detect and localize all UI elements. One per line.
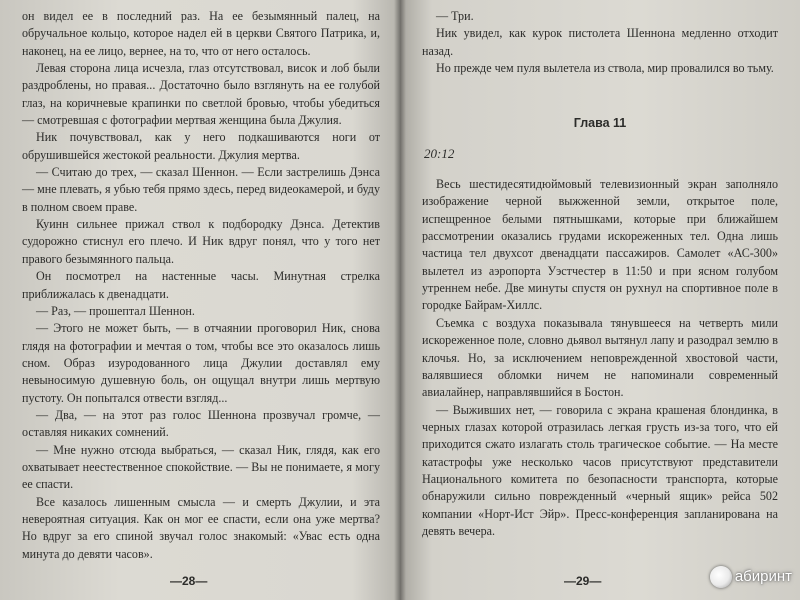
paragraph: Левая сторона лица исчезла, глаз отсутствовал, висок и лоб были раздроблены, но правая... Достаточно было взглянуть на ее голубой глаз, на коричневые крапинки по светлой бровью, чтобы убедиться — смотревшая с фотографии мертвая женщина была Джулия. (22, 61, 380, 128)
paragraph: — Три. (436, 9, 474, 23)
page-number: —28— (170, 573, 208, 588)
paragraph: — Раз, — прошептал Шеннон. (36, 303, 195, 318)
labyrinth-logo-icon (710, 566, 732, 588)
paragraph: Съемка с воздуха показывала тянувшееся на четверть мили искореженное поле, словно дьявол вытянул лапу и разодрал землю в клочья. Но, за исключением неповрежденной хвостовой части, валявшиеся обломки ничем не напоминали современный авиалайнер, направлявшийся в Бостон. (422, 315, 778, 400)
paragraph: Ник почувствовал, как у него подкашиваются ноги от обрушившейся жестокой реальности. Джулия мертва. (22, 130, 380, 162)
paragraph: — Считаю до трех, — сказал Шеннон. — Если застрелишь Дэнса — мне плевать, я убью тебя прямо здесь, перед видеокамерой, и буду в полном своем праве. (22, 165, 380, 214)
paragraph: Куинн сильнее прижал ствол к подбородку Дэнса. Детектив судорожно стиснул его плечо. И Ник вдруг понял, что у того нет правого безымянного пальца. (22, 217, 380, 266)
paragraph: Но прежде чем пуля вылетела из ствола, мир провалился во тьму. (436, 61, 774, 76)
right-page (400, 0, 800, 600)
watermark-text: абиринт (734, 568, 792, 586)
left-page-text (22, 8, 380, 563)
watermark-logo (710, 566, 792, 588)
paragraph: Все казалось лишенным смысла — и смерть Джулии, и эта невероятная ситуация. Как он мог ее спасти, если она уже мертва? Но вдруг за его спиной звучал голос знакомый: «Увас есть одна минута до девяти часов». (22, 494, 380, 561)
chapter-time: 20:12 (424, 145, 455, 161)
paragraph: Он посмотрел на настенные часы. Минутная стрелка приближалась к двенадцати. (22, 269, 380, 301)
paragraph: — Два, — на этот раз голос Шеннона прозвучал громче, — оставляя никаких сомнений. (22, 407, 380, 440)
paragraph: Ник увидел, как курок пистолета Шеннона медленно отходит назад. (422, 26, 778, 58)
paragraph: он видел ее в последний раз. На ее безымянный палец, на обручальное кольцо, которое надел ей в церкви Святого Патрика, и, наконец, на ее лицо, вернее, на то, что от него осталось. (22, 9, 380, 58)
paragraph: Весь шестидесятидюймовый телевизионный экран заполняло изображение черной выжженной земли, открытое поле, испещренное белыми пятнышками, которые при ближайшем рассмотрении оказались грудами искореженных тел. Одна лишь частица тел двухсот двенадцати пассажиров. Самолет «АС-300» вылетел из аэропорта Уэстчестер в 11:50 и при ясном голубом утреннем небе. Две минуты спустя он рухнул на спортивное поле в городке Байрам-Хиллс. (422, 177, 778, 313)
chapter-title: Глава 11 (573, 116, 627, 131)
paragraph: — Выживших нет, — говорила с экрана крашеная блондинка, в черных глазах которой отразилась легкая грусть из-за того, что ей приходится сжато излагать столь трагическое событие. — На месте катастрофы уже несколько часов присутствуют представители Национального комитета по безопасности транспорта, которые обнаружили сильно поврежденный «черный ящик» рейса 502 компании «Норт-Ист Эйр». Пресс-конференция запланирована на девять вечера. (422, 402, 778, 538)
paragraph: — Мне нужно отсюда выбраться, — сказал Ник, глядя, как его охватывает неестественное спокойствие. — Вы не понимаете, я могу ее спасти. (22, 442, 380, 492)
right-page-text (422, 8, 778, 540)
paragraph: — Этого не может быть, — в отчаянии проговорил Ник, снова глядя на фотографии и мечтая о том, чтобы все это оказалось лишь сном. Образ изуродованного лица Джулии доставлял ему невыносимую душевную боль, он ощущал внутри лишь мертвую пустоту. Он попытался отвести взгляд... (22, 321, 380, 405)
page-number: —29— (564, 573, 602, 588)
book-gutter (394, 0, 406, 600)
